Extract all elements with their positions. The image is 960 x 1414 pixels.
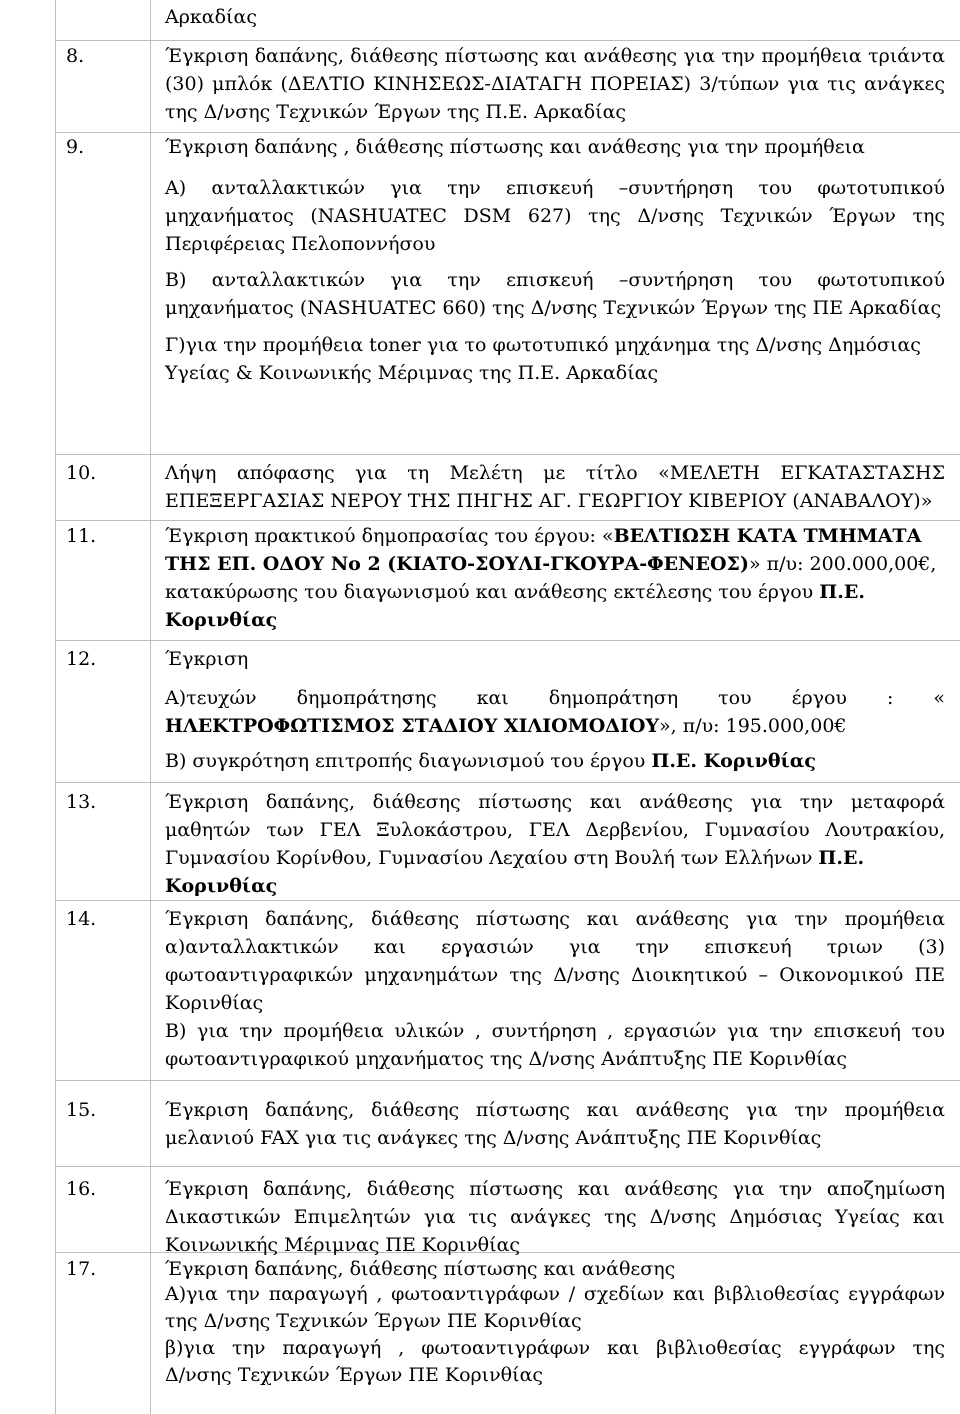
item-text-line: μηχανήματος (NASHUATEC 660) της Δ/νσης Τεχνικών Έργων της ΠΕ Αρκαδίας [165,297,942,319]
table-column-divider [150,0,151,1414]
item-text-line: Α)τευχών δημοπράτησης και δημοπράτηση του έργου : « [165,687,945,709]
row-divider [55,782,960,783]
text-run-bold: Π.Ε. [818,847,865,869]
item-text-line: β)για την παραγωγή , φωτοαντιγράφων και βιβλιοθεσίας εγγράφων της [165,1337,945,1359]
item-number: 12. [66,648,97,670]
item-text-line: Λήψη απόφασης για τη Μελέτη με τίτλο «ΜΕΛΕΤΗ ΕΓΚΑΤΑΣΤΑΣΗΣ [165,462,945,484]
item-text-line: της Δ/νσης Τεχνικών Έργων ΠΕ Κορινθίας [165,1310,582,1332]
item-text-line [165,714,847,738]
item-text-line: μηχανήματος (NASHUATEC DSM 627) της Δ/νσης Τεχνικών Έργων της [165,205,945,227]
text-run: », π/υ: 195.000,00€ [659,715,847,737]
text-run: Γυμνασίου Κορίνθου, Γυμνασίου Λεχαίου στη Βουλή των Ελλήνων [165,847,819,869]
item-text-line: ΕΠΕΞΕΡΓΑΣΙΑΣ ΝΕΡΟΥ ΤΗΣ ΠΗΓΗΣ ΑΓ. ΓΕΩΡΓΙΟΥ ΚΙΒΕΡΙΟΥ (ΑΝΑΒΑΛΟΥ)» [165,490,933,512]
item-text-line: Έγκριση [165,648,249,670]
item-text-line [165,552,936,576]
item-text-line: Έγκριση δαπάνης, διάθεσης πίστωσης και ανάθεσης [165,1258,676,1280]
table-border-left [55,0,56,1414]
item-number: 9. [66,136,85,158]
item-text-line: Κορινθίας [165,875,278,897]
row-divider [55,454,960,455]
item-text-line: Έγκριση δαπάνης , διάθεσης πίστωσης και ανάθεσης για την προμήθεια [165,136,865,158]
text-run: Έγκριση πρακτικού δημοπρασίας του έργου: « [165,525,614,547]
item-text-line [165,749,816,773]
item-text-line: Β) ανταλλακτικών για την επισκευή –συντήρηση του φωτοτυπικού [165,269,945,291]
item-text-line: Έγκριση δαπάνης, διάθεσης πίστωσης και ανάθεσης για την μεταφορά [165,791,945,813]
item-text-line: Κοινωνικής Μέριμνας ΠΕ Κορινθίας [165,1234,521,1256]
item-text-line: Έγκριση δαπάνης, διάθεσης πίστωσης και ανάθεσης για την προμήθεια [165,1099,945,1121]
item-text-line: α)ανταλλακτικών και εργασιών για την επισκευή τριων (3) [165,936,945,958]
item-text-line: Δ/νσης Τεχνικών Έργων ΠΕ Κορινθίας [165,1364,544,1386]
item-text-line: Α)για την παραγωγή , φωτοαντιγράφων / σχεδίων και βιβλιοθεσίας εγγράφων [165,1283,945,1305]
item-text-line: φωτοαντιγραφικού μηχανήματος της Δ/νσης Ανάπτυξης ΠΕ Κορινθίας [165,1048,848,1070]
item-text-line: Έγκριση δαπάνης, διάθεσης πίστωσης και ανάθεσης για την αποζημίωση [165,1178,945,1200]
row-divider [55,40,960,41]
row-divider [55,1080,960,1081]
item-text-line: Γ)για την προμήθεια toner για το φωτοτυπικό μηχάνημα της Δ/νσης Δημόσιας [165,334,921,356]
item-number: 10. [66,462,97,484]
item-number: 16. [66,1178,97,1200]
text-run: κατακύρωσης του διαγωνισμού και ανάθεσης εκτέλεσης του έργου [165,581,820,603]
item-number: 14. [66,908,97,930]
item-text-line: Έγκριση δαπάνης, διάθεσης πίστωσης και ανάθεσης για την προμήθεια τριάντα [165,45,945,67]
item-text-line: Β) για την προμήθεια υλικών , συντήρηση , εργασιών για την επισκευή του [165,1020,945,1042]
item-text-line: Α) ανταλλακτικών για την επισκευή –συντήρηση του φωτοτυπικού [165,177,945,199]
item-text-line: Έγκριση δαπάνης, διάθεσης πίστωσης και ανάθεσης για την προμήθεια [165,908,945,930]
item-number: 11. [66,525,97,547]
item-number: 13. [66,791,97,813]
text-run: Β) συγκρότηση επιτροπής διαγωνισμού του έργου [165,750,652,772]
text-run-bold: ΗΛΕΚΤΡΟΦΩΤΙΣΜΟΣ ΣΤΑΔΙΟΥ ΧΙΛΙΟΜΟΔΙΟΥ [165,715,660,737]
row-divider [55,132,960,133]
item-text-line: (30) μπλόκ (ΔΕΛΤΙΟ ΚΙΝΗΣΕΩΣ-ΔΙΑΤΑΓΗ ΠΟΡΕΙΑΣ) 3/τύπων για τις ανάγκες [165,73,945,95]
item-text-line [165,524,921,548]
text-run: » π/υ: 200.000,00€, [748,553,937,575]
row-divider [55,640,960,641]
text-run-bold: Π.Ε. Κορινθίας [651,750,816,772]
item-text-line: φωτοαντιγραφικών μηχανημάτων της Δ/νσης Διοικητικού – Οικονομικού ΠΕ [165,964,945,986]
item-number: 15. [66,1099,97,1121]
item-text-line: Δικαστικών Επιμελητών για τις ανάγκες της Δ/νσης Δημόσιας Υγείας και [165,1206,945,1228]
row-divider [55,900,960,901]
text-run-bold: ΒΕΛΤΙΩΣΗ ΚΑΤΑ ΤΜΗΜΑΤΑ [613,525,922,547]
text-run-bold: Π.Ε. [819,581,865,603]
item-text-line: Υγείας & Κοινωνικής Μέριμνας της Π.Ε. Αρκαδίας [165,362,659,384]
item-text-line: μαθητών των ΓΕΛ Ξυλοκάστρου, ΓΕΛ Δερβενίου, Γυμνασίου Λουτρακίου, [165,819,945,841]
item-text-line: μελανιού FAX για τις ανάγκες της Δ/νσης Ανάπτυξης ΠΕ Κορινθίας [165,1127,822,1149]
item-text-line: της Δ/νσης Τεχνικών Έργων της Π.Ε. Αρκαδίας [165,101,627,123]
item-text-line: Κορινθίας [165,609,278,631]
item-text-line [165,580,865,604]
item-text-line: Περιφέρειας Πελοποννήσου [165,233,436,255]
item-number: 8. [66,45,85,67]
item-text-line [165,846,864,870]
text-run-bold: ΤΗΣ ΕΠ. ΟΔΟΥ Νο 2 (ΚΙΑΤΟ-ΣΟΥΛΙ-ΓΚΟΥΡΑ-ΦΕΝΕΟΣ) [165,553,749,575]
item-number: 17. [66,1258,97,1280]
row-divider [55,1166,960,1167]
item-text-line: Κορινθίας [165,992,264,1014]
row-divider [55,520,960,521]
item-text-line: Αρκαδίας [165,6,257,28]
